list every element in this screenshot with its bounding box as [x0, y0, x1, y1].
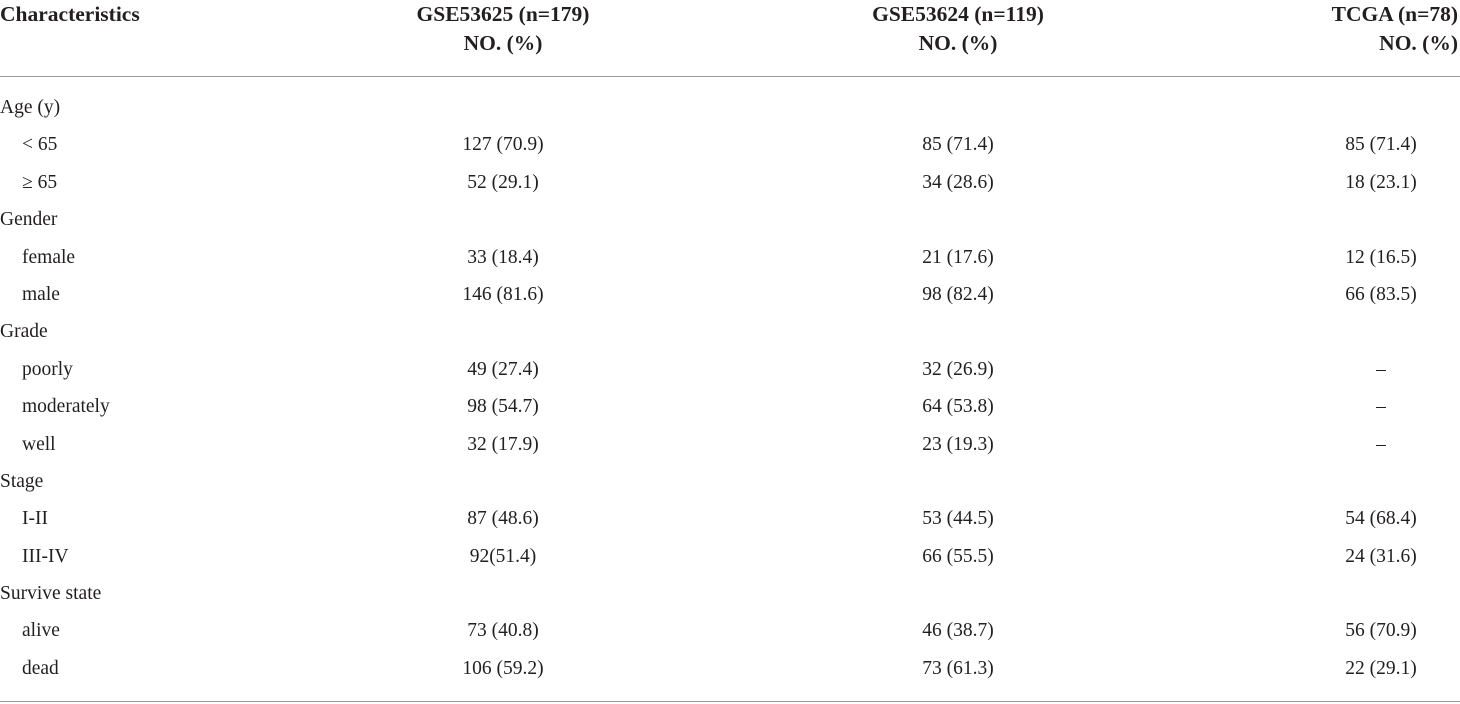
cell-tcga: –: [1376, 433, 1386, 455]
cell-gse53624: 66 (55.5): [922, 545, 994, 567]
header-gse53624-sub: NO. (%): [918, 31, 998, 55]
header-gse53624-title: GSE53624 (n=119): [872, 2, 1044, 26]
row-label: I-II: [22, 508, 48, 530]
cell-gse53624: 73 (61.3): [922, 657, 994, 679]
cell-gse53624: 32 (26.9): [922, 358, 994, 380]
header-characteristics-label: Characteristics: [0, 2, 140, 26]
table-row: [0, 463, 1460, 500]
table-row: [0, 126, 1460, 163]
header-gse53625: [417, 0, 590, 58]
row-label: dead: [22, 657, 59, 679]
table-row: [0, 612, 1460, 649]
cell-gse53625: 49 (27.4): [467, 358, 539, 380]
cell-gse53625: 146 (81.6): [462, 283, 544, 305]
cell-tcga: 85 (71.4): [1345, 134, 1417, 156]
cell-gse53624: 53 (44.5): [922, 508, 994, 530]
cell-gse53624: 23 (19.3): [922, 433, 994, 455]
cell-tcga: –: [1376, 396, 1386, 418]
cell-tcga: –: [1376, 358, 1386, 380]
header-characteristics: [0, 0, 140, 29]
table-row: [0, 276, 1460, 313]
table-row: [0, 500, 1460, 537]
cell-gse53625: 33 (18.4): [467, 246, 539, 268]
header-gse53624: [872, 0, 1044, 58]
cell-gse53625: 106 (59.2): [462, 657, 544, 679]
cell-gse53624: 34 (28.6): [922, 171, 994, 193]
header-tcga-sub: NO. (%): [1379, 31, 1458, 55]
table-row: [0, 313, 1460, 350]
row-label: Stage: [0, 470, 44, 492]
table-row: [0, 351, 1460, 388]
cell-gse53624: 85 (71.4): [922, 134, 994, 156]
row-label: Survive state: [0, 583, 102, 605]
table-row: [0, 575, 1460, 612]
row-label: well: [22, 433, 56, 455]
header-gse53625-sub: NO. (%): [463, 31, 543, 55]
row-label: ≥ 65: [22, 171, 58, 193]
header-divider: [0, 76, 1460, 77]
table-row: [0, 201, 1460, 238]
cell-tcga: 24 (31.6): [1345, 545, 1417, 567]
row-label: female: [22, 246, 76, 268]
cell-tcga: 22 (29.1): [1345, 657, 1417, 679]
cell-gse53625: 52 (29.1): [467, 171, 539, 193]
header-tcga-title: TCGA (n=78): [1331, 2, 1458, 26]
row-label: Age (y): [0, 97, 61, 118]
cell-gse53624: 98 (82.4): [922, 283, 994, 305]
table-row: [0, 89, 1460, 126]
table-header: [0, 0, 1460, 76]
table-row: [0, 164, 1460, 201]
table-body: [0, 89, 1460, 687]
cell-gse53625: 73 (40.8): [467, 620, 539, 642]
table-row: [0, 388, 1460, 425]
cell-tcga: 12 (16.5): [1345, 246, 1417, 268]
table-row: [0, 650, 1460, 687]
header-tcga: [1332, 0, 1458, 58]
row-label: III-IV: [22, 545, 69, 567]
row-label: moderately: [22, 396, 110, 418]
cell-gse53625: 98 (54.7): [467, 396, 539, 418]
table-row: [0, 426, 1460, 463]
row-label: poorly: [22, 358, 73, 380]
header-gse53625-title: GSE53625 (n=179): [416, 2, 590, 26]
table-bottom-rule: [0, 701, 1460, 702]
cell-tcga: 18 (23.1): [1345, 171, 1417, 193]
table-row: [0, 239, 1460, 276]
row-label: < 65: [22, 134, 58, 156]
cell-gse53625: 127 (70.9): [462, 134, 544, 156]
cell-gse53625: 87 (48.6): [467, 508, 539, 530]
cell-tcga: 54 (68.4): [1345, 508, 1417, 530]
row-label: Gender: [0, 209, 58, 231]
row-label: alive: [22, 620, 60, 642]
cell-gse53624: 46 (38.7): [922, 620, 994, 642]
cell-gse53625: 32 (17.9): [467, 433, 539, 455]
cell-tcga: 56 (70.9): [1345, 620, 1417, 642]
cell-gse53624: 21 (17.6): [922, 246, 994, 268]
row-label: Grade: [0, 321, 48, 343]
cell-gse53624: 64 (53.8): [922, 396, 994, 418]
cell-tcga: 66 (83.5): [1345, 283, 1417, 305]
table-row: [0, 538, 1460, 575]
cell-gse53625: 92(51.4): [469, 545, 537, 567]
row-label: male: [22, 283, 60, 305]
